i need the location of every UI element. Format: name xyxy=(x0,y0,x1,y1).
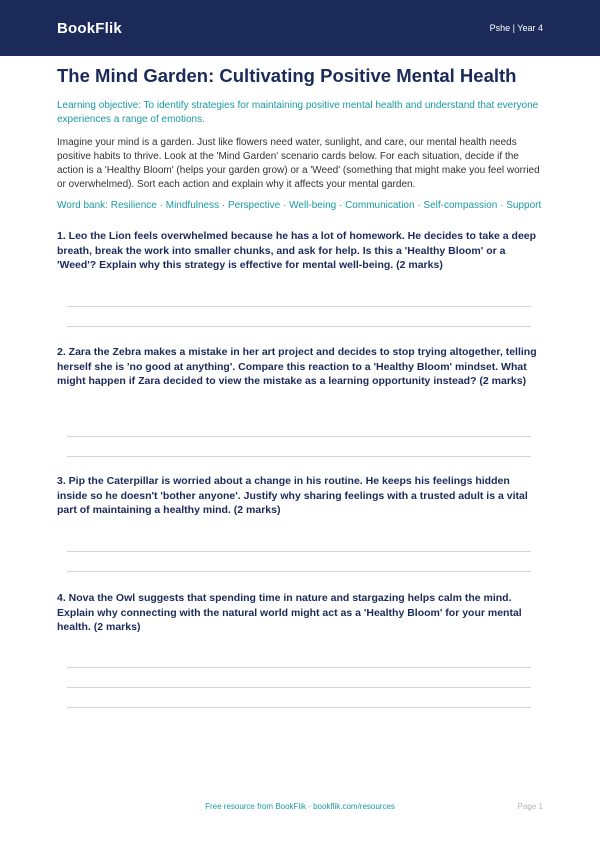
answer-line[interactable] xyxy=(67,571,531,572)
page-title: The Mind Garden: Cultivating Positive Mental Health xyxy=(57,65,517,86)
answer-line[interactable] xyxy=(67,667,531,668)
brand-logo: BookFlik xyxy=(57,19,122,37)
intro-text: Imagine your mind is a garden. Just like flowers need water, sunlight, and care, our mental health needs positive habits to thrive. Look at the 'Mind Garden' scenario cards below. For each situation, decide if the action is a 'Healthy Bloom' (helps your garden grow) or a 'Weed' (something that might make you feel worried or overwhelmed). Sort each action and explain why it affects your mental garden. xyxy=(57,137,540,190)
question-3: 3. Pip the Caterpillar is worried about a change in his routine. He keeps his feelings hidden inside so he doesn't 'bother anyone'. Justify why sharing feelings with a trusted adult is a vital part of maintaining a healthy mind. (2 marks) xyxy=(57,475,528,516)
answer-line[interactable] xyxy=(67,326,531,327)
footer-credit: Free resource from BookFlik · bookflik.com/resources xyxy=(205,802,395,811)
page-number: Page 1 xyxy=(517,802,543,811)
answer-line[interactable] xyxy=(67,707,531,708)
question-2: 2. Zara the Zebra makes a mistake in her art project and decides to stop trying altogether, telling herself she is 'no good at anything'. Compare this reaction to a 'Healthy Bloom' mindset. What might happen if Zara decided to view the mistake as a learning opportunity instead? (2 marks) xyxy=(57,346,537,387)
answer-line[interactable] xyxy=(67,687,531,688)
subject-year: Pshe | Year 4 xyxy=(489,23,543,33)
learning-objective: Learning objective: To identify strategies for maintaining positive mental health and understand that everyone experiences a range of emotions. xyxy=(57,100,539,125)
question-4: 4. Nova the Owl suggests that spending time in nature and stargazing helps calm the mind. Explain why connecting with the natural world might act as a 'Healthy Bloom' for your mental health. (2 marks) xyxy=(57,592,522,633)
answer-line[interactable] xyxy=(67,551,531,552)
answer-line[interactable] xyxy=(67,436,531,437)
answer-line[interactable] xyxy=(67,306,531,307)
answer-line[interactable] xyxy=(67,456,531,457)
page-header xyxy=(0,0,600,56)
question-1: 1. Leo the Lion feels overwhelmed because he has a lot of homework. He decides to take a deep breath, break the work into smaller chunks, and ask for help. Is this a 'Healthy Bloom' or a 'Weed'? Explain why this strategy is effective for mental well-being. (2 marks) xyxy=(57,230,537,271)
word-bank: Word bank: Resilience · Mindfulness · Perspective · Well-being · Communication · Self-compassion · Support xyxy=(57,200,542,211)
